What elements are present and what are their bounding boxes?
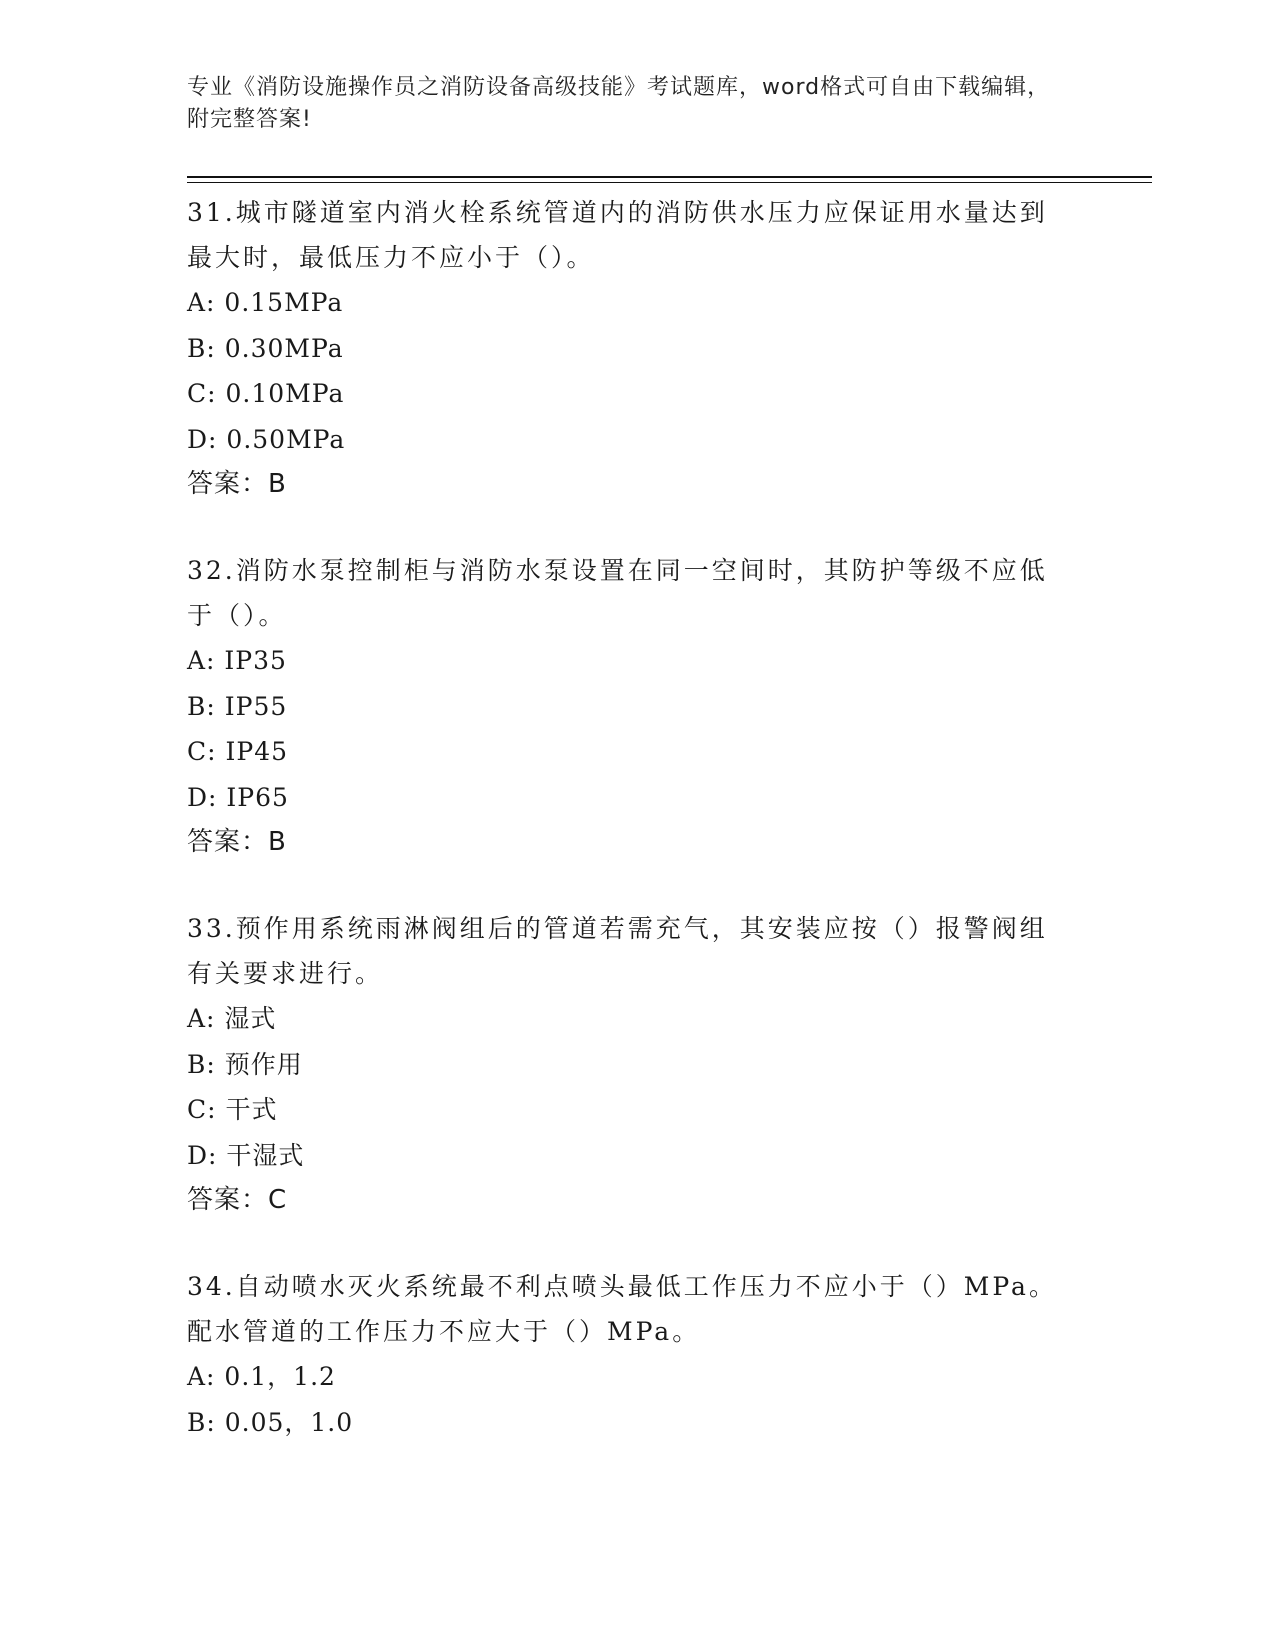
question-34 <box>187 1264 1067 1445</box>
option-b: B: 0.30MPa <box>187 333 344 363</box>
option-c: C: IP45 <box>187 737 289 766</box>
option-b: B: IP55 <box>187 691 288 721</box>
option-d: D: IP65 <box>187 782 289 812</box>
option-b: B: 预作用 <box>187 1049 303 1079</box>
question-text: 33.预作用系统雨淋阀组后的管道若需充气，其安装应按（）报警阀组有关要求进行。 <box>187 914 1048 988</box>
question-text: 31.城市隧道室内消火栓系统管道内的消防供水压力应保证用水量达到最大时，最低压力不应小于（）。 <box>187 198 1048 272</box>
question-text: 34.自动喷水灭火系统最不利点喷头最低工作压力不应小于（）MPa。配水管道的工作压力不应大于（）MPa。 <box>187 1272 1057 1346</box>
option-d: D: 0.50MPa <box>187 424 346 454</box>
header-rule-thin <box>187 182 1152 183</box>
question-31 <box>187 190 1067 506</box>
document-header: 专业《消防设施操作员之消防设备高级技能》考试题库，word格式可自由下载编辑，附完整答案! <box>187 75 1051 132</box>
option-b: B: 0.05，1.0 <box>187 1407 354 1437</box>
question-list <box>187 190 1067 1487</box>
question-33 <box>187 906 1067 1222</box>
option-c: C: 干式 <box>187 1095 278 1124</box>
answer: 答案：B <box>187 827 287 857</box>
header-rule-thick <box>187 176 1152 178</box>
option-a: A: IP35 <box>187 646 287 675</box>
answer: 答案：B <box>187 469 287 499</box>
option-a: A: 0.1，1.2 <box>187 1362 336 1391</box>
option-d: D: 干湿式 <box>187 1140 305 1170</box>
question-text: 32.消防水泵控制柜与消防水泵设置在同一空间时，其防护等级不应低于（）。 <box>187 556 1048 630</box>
option-a: A: 0.15MPa <box>187 288 344 317</box>
option-c: C: 0.10MPa <box>187 379 345 408</box>
question-32 <box>187 548 1067 864</box>
option-a: A: 湿式 <box>187 1004 277 1033</box>
answer: 答案：C <box>187 1185 288 1215</box>
